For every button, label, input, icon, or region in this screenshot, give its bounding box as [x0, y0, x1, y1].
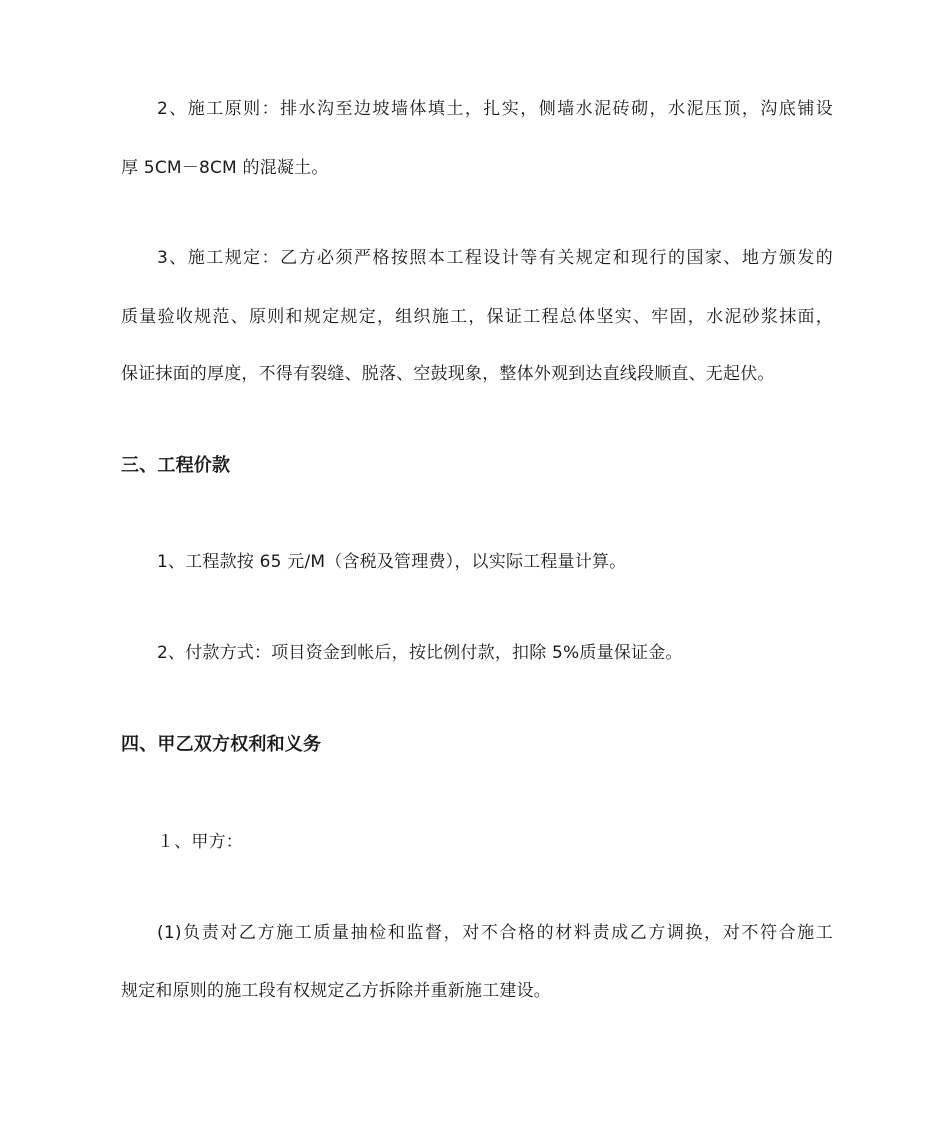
paragraph-construction-rules-line-2: 质量验收规范、原则和规定规定，组织施工，保证工程总体坚实、牢固，水泥砂浆抹面，	[121, 307, 833, 327]
paragraph-party-a-duty-line-1: (1)负责对乙方施工质量抽检和监督，对不合格的材料责成乙方调换，对不符合施工	[157, 923, 833, 943]
paragraph-party-a-duty-line-2: 规定和原则的施工段有权规定乙方拆除并重新施工建设。	[121, 981, 551, 1001]
section-heading-rights-obligations: 四、甲乙双方权利和义务	[121, 734, 322, 755]
paragraph-project-payment-rate: 1、工程款按 65 元/M（含税及管理费），以实际工程量计算。	[157, 552, 627, 572]
paragraph-payment-method: 2、付款方式：项目资金到帐后，按比例付款，扣除 5%质量保证金。	[157, 643, 683, 663]
paragraph-party-a-label: １、甲方：	[157, 832, 243, 852]
paragraph-construction-principle-line-2: 厚 5CM－8CM 的混凝土。	[121, 158, 329, 178]
paragraph-construction-rules-line-1: 3、施工规定：乙方必须严格按照本工程设计等有关规定和现行的国家、地方颁发的	[157, 248, 833, 268]
paragraph-construction-principle-line-1: 2、施工原则：排水沟至边坡墙体填土，扎实，侧墙水泥砖砌，水泥压顶，沟底铺设	[157, 99, 833, 119]
paragraph-construction-rules-line-3: 保证抹面的厚度，不得有裂缝、脱落、空鼓现象，整体外观到达直线段顺直、无起伏。	[121, 364, 775, 384]
section-heading-project-price: 三、工程价款	[121, 455, 231, 476]
